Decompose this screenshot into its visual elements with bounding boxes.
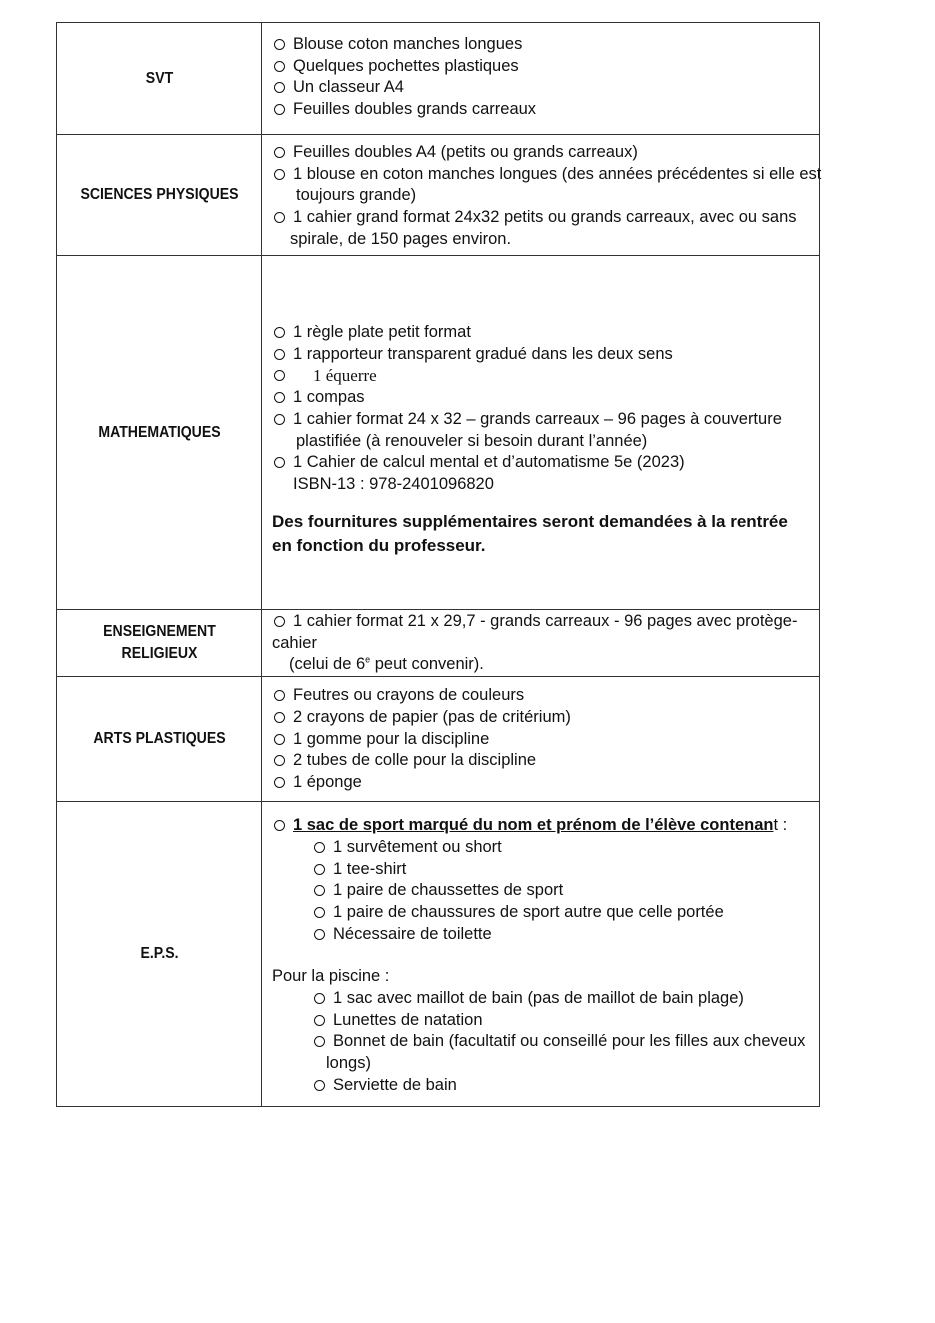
table-row-mathematiques (57, 256, 820, 610)
list-item: 1 blouse en coton manches longues (des années précédentes si elle est (272, 164, 811, 186)
supplies-table-container (56, 22, 820, 1107)
sub-list (272, 988, 811, 1097)
list-item: 1 tee-shirt (312, 859, 811, 881)
circle-bullet-icon (274, 61, 285, 72)
circle-bullet-icon (274, 712, 285, 723)
content-cell (262, 256, 820, 610)
pool-label: Pour la piscine : (272, 967, 390, 986)
list-item: 1 paire de chaussures de sport autre que celle portée (312, 902, 811, 924)
list-item: Quelques pochettes plastiques (272, 56, 811, 78)
list-item-continuation: plastifiée (à renouveler si besoin durant l’année) (296, 431, 648, 450)
circle-bullet-icon (274, 777, 285, 788)
table-row-enseignement-religieux (57, 610, 820, 677)
table-row-svt (57, 23, 820, 135)
circle-bullet-icon (274, 616, 285, 627)
circle-bullet-icon (314, 842, 325, 853)
subject-line: RELIGIEUX (121, 645, 197, 663)
circle-bullet-icon (314, 1080, 325, 1091)
content-cell (262, 23, 820, 135)
list-item: Nécessaire de toilette (312, 924, 811, 946)
circle-bullet-icon (274, 370, 285, 381)
list-item: Feuilles doubles A4 (petits ou grands carreaux) (272, 142, 811, 164)
circle-bullet-icon (314, 907, 325, 918)
circle-bullet-icon (314, 864, 325, 875)
list-item: Bonnet de bain (facultatif ou conseillé pour les filles aux cheveux (312, 1031, 811, 1053)
circle-bullet-icon (274, 212, 285, 223)
circle-bullet-icon (274, 690, 285, 701)
list-item: Lunettes de natation (312, 1010, 811, 1032)
circle-bullet-icon (274, 414, 285, 425)
list-item-continuation: spirale, de 150 pages environ. (290, 229, 512, 248)
circle-bullet-icon (274, 147, 285, 158)
table-row-arts-plastiques (57, 677, 820, 802)
table-row-eps (57, 802, 820, 1107)
list-item: Feutres ou crayons de couleurs (272, 685, 811, 707)
subject-cell: E.P.S. (69, 802, 249, 1107)
subject-cell: SVT (69, 23, 249, 135)
isbn-line: ISBN-13 : 978-2401096820 (293, 474, 494, 493)
list-item: 2 tubes de colle pour la discipline (272, 750, 811, 772)
subject-cell: ARTS PLASTIQUES (69, 677, 249, 802)
list-item: Serviette de bain (312, 1075, 811, 1097)
circle-bullet-icon (314, 993, 325, 1004)
subject-cell: SCIENCES PHYSIQUES (69, 135, 249, 256)
content-cell (262, 802, 820, 1107)
content-cell (262, 610, 820, 677)
subject-line: ENSEIGNEMENT (102, 623, 216, 641)
list-item-continuation: toujours grande) (296, 186, 417, 205)
circle-bullet-icon (314, 1036, 325, 1047)
content-cell (262, 677, 820, 802)
circle-bullet-icon (274, 39, 285, 50)
subject-cell (69, 610, 249, 677)
circle-bullet-icon (314, 1015, 325, 1026)
supplies-table (56, 22, 820, 1107)
table-row-sciences-physiques (57, 135, 820, 256)
circle-bullet-icon (274, 734, 285, 745)
circle-bullet-icon (274, 755, 285, 766)
content-cell (262, 135, 820, 256)
list-item: Feuilles doubles grands carreaux (272, 99, 811, 121)
list-item: 1 règle plate petit format (272, 322, 811, 344)
note-text: Des fournitures supplémentaires seront demandées à la rentrée en fonction du professeur. (272, 511, 788, 555)
list-item-continuation: (celui de 6e peut convenir). (289, 654, 484, 674)
circle-bullet-icon (314, 885, 325, 896)
circle-bullet-icon (274, 392, 285, 403)
list-item: 1 sac de sport marqué du nom et prénom de l’élève contenant : (272, 815, 811, 837)
list-item: 1 compas (272, 387, 811, 409)
list-item: 1 cahier format 21 x 29,7 - grands carreaux - 96 pages avec protège- (272, 611, 811, 633)
spacer (272, 945, 811, 966)
circle-bullet-icon (274, 169, 285, 180)
circle-bullet-icon (274, 82, 285, 93)
circle-bullet-icon (274, 104, 285, 115)
circle-bullet-icon (274, 327, 285, 338)
list-item: 1 équerre (272, 365, 811, 387)
list-item: 1 Cahier de calcul mental et d’automatisme 5e (2023) (272, 452, 811, 474)
list-item-continuation: longs) (326, 1054, 371, 1073)
list-item: 1 paire de chaussettes de sport (312, 880, 811, 902)
list-item: 1 survêtement ou short (312, 837, 811, 859)
circle-bullet-icon (314, 929, 325, 940)
circle-bullet-icon (274, 349, 285, 360)
list-item: Un classeur A4 (272, 77, 811, 99)
list-item: 1 cahier grand format 24x32 petits ou grands carreaux, avec ou sans (272, 207, 811, 229)
list-item: 2 crayons de papier (pas de critérium) (272, 707, 811, 729)
circle-bullet-icon (274, 457, 285, 468)
sub-list (272, 837, 811, 946)
list-item: 1 gomme pour la discipline (272, 729, 811, 751)
subject-cell: MATHEMATIQUES (69, 256, 249, 610)
circle-bullet-icon (274, 820, 285, 831)
list-item-continuation: cahier (272, 633, 317, 652)
list-item: 1 sac avec maillot de bain (pas de maillot de bain plage) (312, 988, 811, 1010)
list-item: 1 cahier format 24 x 32 – grands carreaux – 96 pages à couverture (272, 409, 811, 431)
list-item: 1 rapporteur transparent gradué dans les deux sens (272, 344, 811, 366)
list-item: 1 éponge (272, 772, 811, 794)
list-item: Blouse coton manches longues (272, 34, 811, 56)
